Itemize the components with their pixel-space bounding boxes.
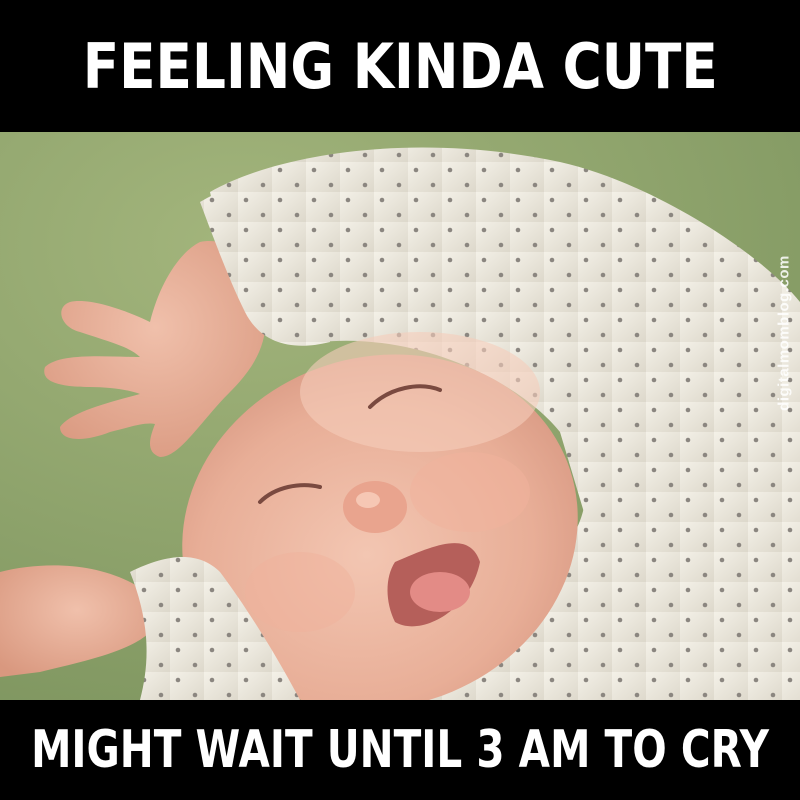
tongue [410,572,470,612]
watermark-text: digitalmomblog.com [775,255,793,411]
bottom-caption-bar [0,700,800,800]
top-caption-bar [0,0,800,132]
baby-photo [0,132,800,700]
top-caption: FEELING KINDA CUTE [82,29,718,103]
bottom-caption: MIGHT WAIT UNTIL 3 AM TO CRY [31,720,769,780]
nose [343,481,407,533]
